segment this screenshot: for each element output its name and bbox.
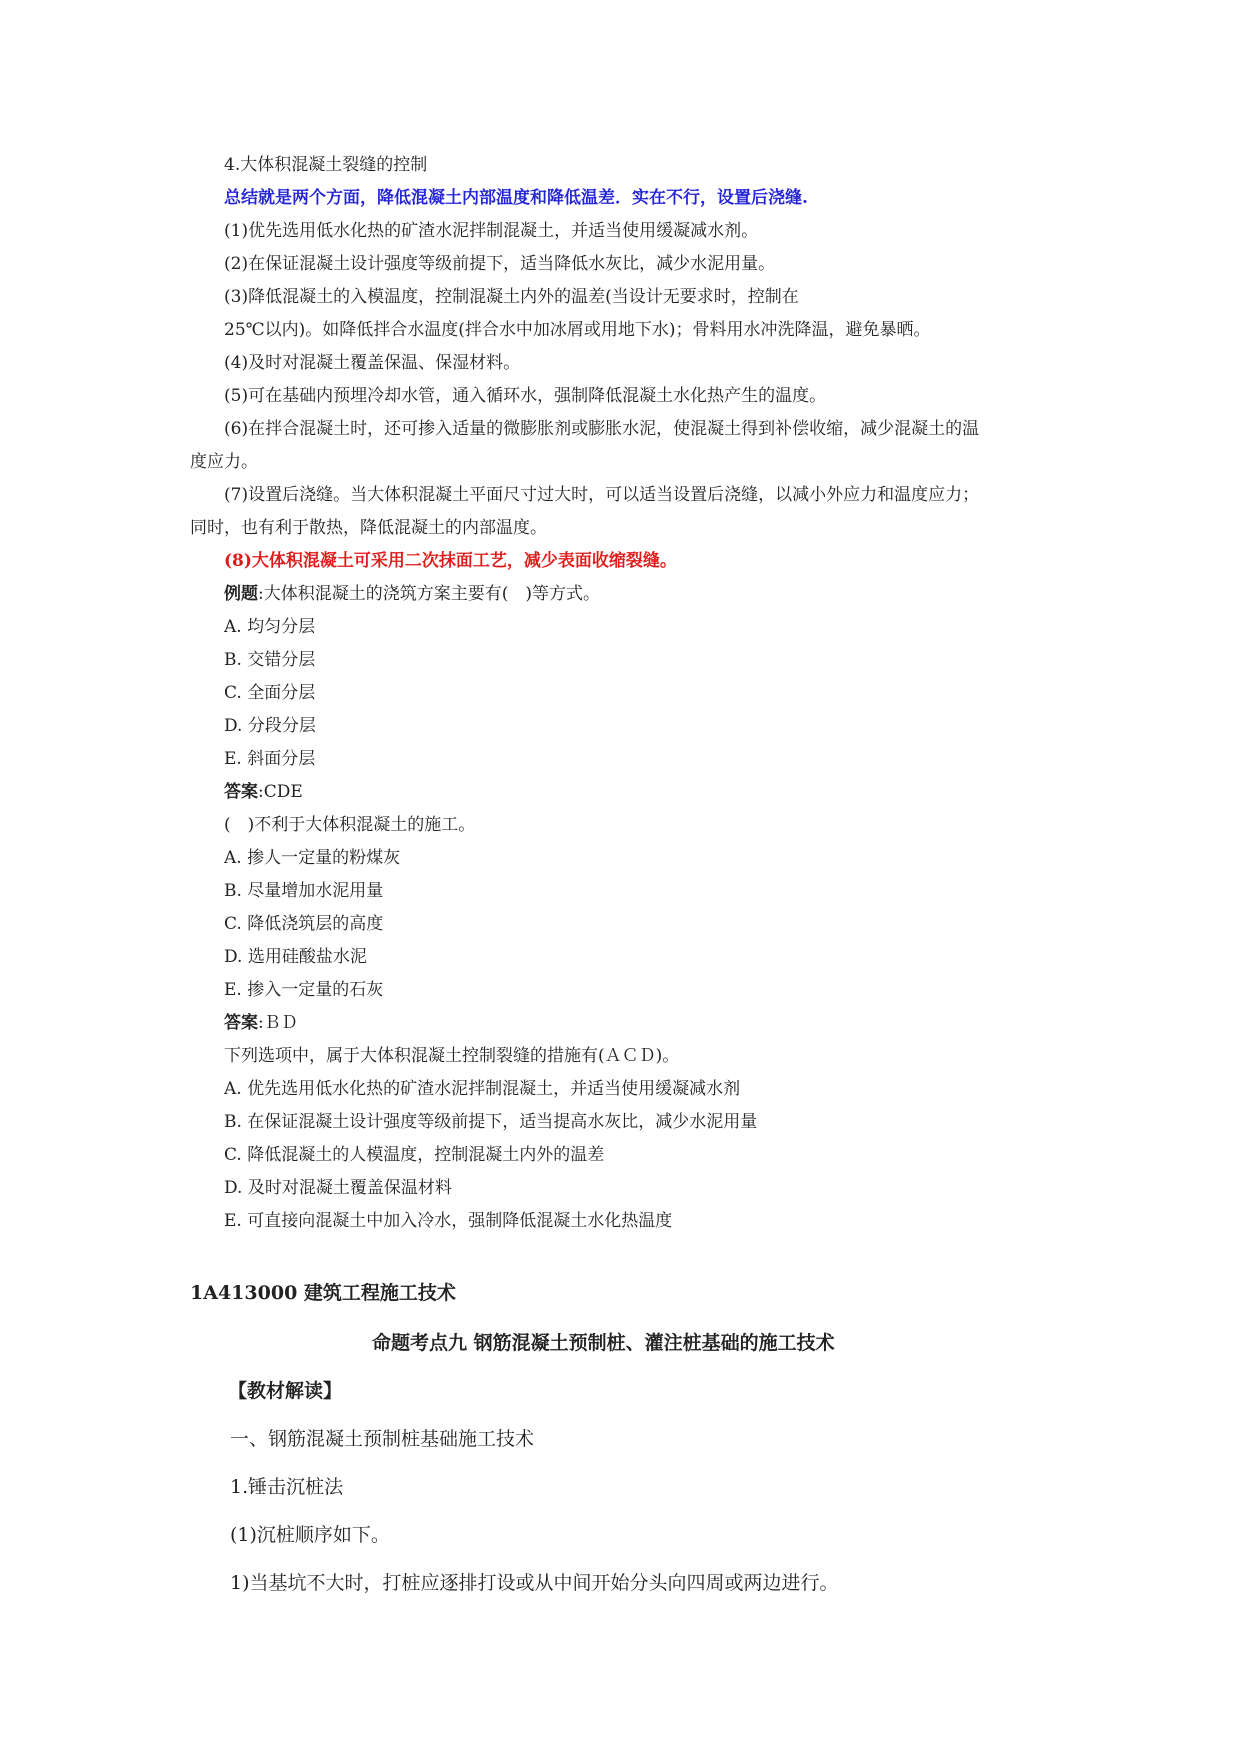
answer-label: 答案 <box>224 782 258 802</box>
q3-option: D. 及时对混凝土覆盖保温材料 <box>224 1178 452 1198</box>
q1-option: A. 均匀分层 <box>224 617 316 637</box>
summary-note: 总结就是两个方面，降低混凝土内部温度和降低温差．实在不行，设置后浇缝. <box>224 188 808 208</box>
question-2-answer <box>224 1012 298 1034</box>
measure-6: (6)在拌合混凝土时，还可掺入适量的微膨胀剂或膨胀水泥，使混凝土得到补偿收缩，减少混凝土的温 <box>224 419 980 439</box>
measure-5: (5)可在基础内预埋冷却水管，通入循环水，强制降低混凝土水化热产生的温度。 <box>224 386 827 406</box>
answer-value: :CDE <box>258 782 303 802</box>
question-3-stem: 下列选项中，属于大体积混凝土控制裂缝的措施有(ＡＣＤ)。 <box>224 1046 680 1066</box>
measure-3-cont: 25℃以内)。如降低拌合水温度(拌合水中加冰屑或用地下水)；骨料用水冲洗降温，避免暴晒。 <box>224 320 931 340</box>
question-1-stem <box>224 583 600 605</box>
measure-4: (4)及时对混凝土覆盖保温、保湿材料。 <box>224 353 521 373</box>
q3-option: E. 可直接向混凝土中加入冷水，强制降低混凝土水化热温度 <box>224 1211 673 1231</box>
q1-option: E. 斜面分层 <box>224 749 316 769</box>
q1-option: B. 交错分层 <box>224 650 316 670</box>
part-heading: 一、钢筋混凝土预制桩基础施工技术 <box>230 1428 535 1450</box>
question-1-text: :大体积混凝土的浇筑方案主要有( )等方式。 <box>258 584 600 604</box>
measure-1: (1)优先选用低水化热的矿渣水泥拌制混凝土，并适当使用缓凝减水剂。 <box>224 221 759 241</box>
q2-option: C. 降低浇筑层的高度 <box>224 914 384 934</box>
q1-option: D. 分段分层 <box>224 716 316 736</box>
measure-2: (2)在保证混凝土设计强度等级前提下，适当降低水灰比，减少水泥用量。 <box>224 254 776 274</box>
list-item: (1)沉桩顺序如下。 <box>230 1524 390 1546</box>
q3-option: B. 在保证混凝土设计强度等级前提下，适当提高水灰比，减少水泥用量 <box>224 1112 758 1132</box>
measure-3: (3)降低混凝土的入模温度，控制混凝土内外的温差(当设计无要求时，控制在 <box>224 287 799 307</box>
q2-option: E. 掺入一定量的石灰 <box>224 980 384 1000</box>
list-item: 1)当基坑不大时，打桩应逐排打设或从中间开始分头向四周或两边进行。 <box>230 1572 839 1594</box>
answer-label: 答案 <box>224 1013 258 1033</box>
q2-option: B. 尽量增加水泥用量 <box>224 881 384 901</box>
example-label: 例题 <box>224 584 258 604</box>
q3-option: C. 降低混凝土的人模温度，控制混凝土内外的温差 <box>224 1145 605 1165</box>
measure-7-cont: 同时，也有利于散热，降低混凝土的内部温度。 <box>190 518 547 538</box>
question-1-answer <box>224 781 303 803</box>
textbook-interpretation-heading: 【教材解读】 <box>228 1380 343 1402</box>
chapter-heading: 1A413000 建筑工程施工技术 <box>190 1282 456 1304</box>
subsection-heading: 1.锤击沉桩法 <box>230 1476 344 1498</box>
topic-heading: 命题考点九 钢筋混凝土预制桩、灌注桩基础的施工技术 <box>372 1332 835 1354</box>
answer-value: :ＢＤ <box>258 1013 298 1033</box>
measure-7: (7)设置后浇缝。当大体积混凝土平面尺寸过大时，可以适当设置后浇缝，以减小外应力和温度应力； <box>224 485 980 505</box>
measure-6-cont: 度应力。 <box>190 452 258 472</box>
q1-option: C. 全面分层 <box>224 683 316 703</box>
section-title: 4.大体积混凝土裂缝的控制 <box>224 155 428 175</box>
question-2-stem: ( )不利于大体积混凝土的施工。 <box>224 815 476 835</box>
q2-option: D. 选用硅酸盐水泥 <box>224 947 367 967</box>
measure-8: (8)大体积混凝土可采用二次抹面工艺，减少表面收缩裂缝。 <box>224 551 677 571</box>
q2-option: A. 掺人一定量的粉煤灰 <box>224 848 401 868</box>
q3-option: A. 优先选用低水化热的矿渣水泥拌制混凝土，并适当使用缓凝减水剂 <box>224 1079 741 1099</box>
